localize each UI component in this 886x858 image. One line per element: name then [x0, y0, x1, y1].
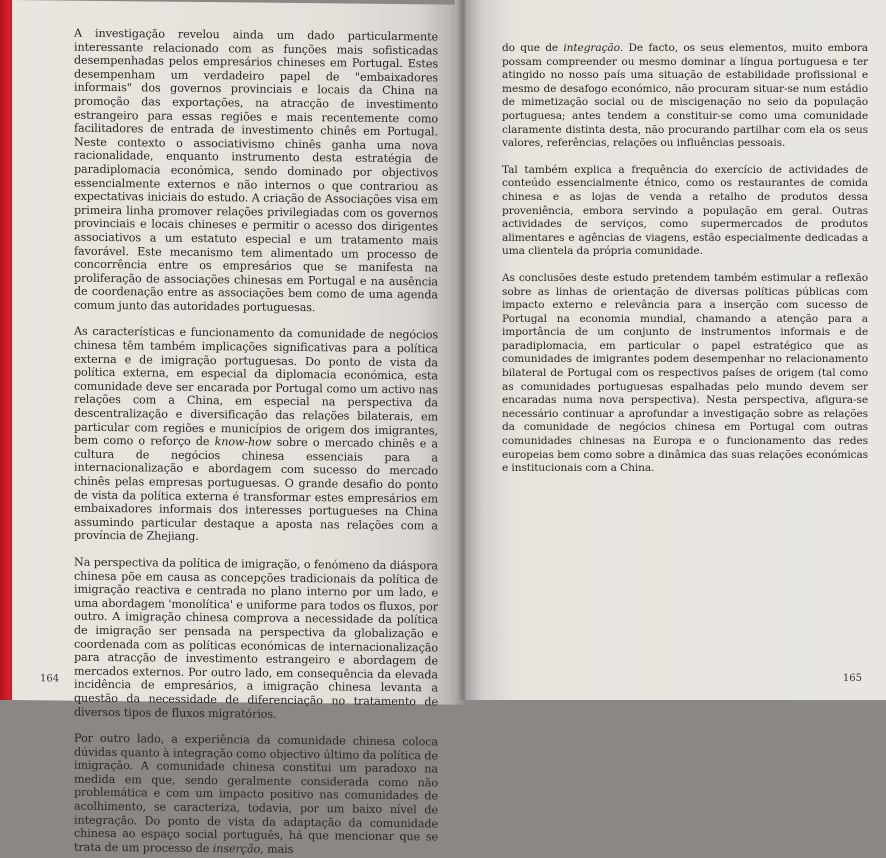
right-page: [466, 0, 886, 700]
left-paragraph-4-text-b: , mais: [260, 842, 294, 856]
left-paragraph-4-italic: inserção: [212, 841, 261, 856]
right-paragraph-2: Tal também explica a frequência do exercício de actividades de conteúdo essencialmente étnico, como os restaurantes de comida chinesa e as lojas de venda a retalho de produtos dessa proveniência, embora servindo a população em geral. Outras actividades de serviços, como supermercados de produtos alimentares e agências de viagens, estão especialmente dedicadas a uma clientela da própria comunidade.: [502, 163, 868, 258]
right-paragraph-1-text-a: do que de: [502, 42, 564, 54]
left-paragraph-2-text-a: As características e funcionamento da comunidade de negócios chinesa têm também implicações significativas para a política externa e de imigração portuguesas. Do ponto de vista da política externa, em especial da diplomacia económica, esta comunidade deve ser encarada por Portugal como um activo nas relações com a China, em especial na perspectiva da descentralização e diversificação das relações bilaterais, em particular com regiões e municípios de origem dos imigrantes, bem como o reforço de: [74, 325, 438, 449]
left-page: [12, 0, 464, 856]
left-paragraph-4-text-a: Por outro lado, a experiência da comunidade chinesa coloca dúvidas quanto à integração como objectivo último da política de imigração. A comunidade chinesa constitui um paradoxo na medida em que, sendo geralmente considerada como não problemática e com um impacto positivo nas comunidades de acolhimento, se caracteriza, todavia, por um baixo nível de integração. Do ponto de vista da adaptação da comunidade chinesa ao espaço social português, há que mencionar que se trata de um processo de: [74, 731, 438, 855]
right-paragraph-1-italic: integração: [563, 42, 620, 54]
left-paragraph-2-text-b: sobre o mercado chinês e a cultura de negócios chinesa essenciais para a internacionalização e abordagem com sucesso do mercado chinês pelas empresas portuguesas. O grande desafio do ponto de vista da política externa é transformar estes empresários em embaixadores informais dos interesses portugueses na China assumindo particular destaque a aposta nas relações com a província de Zhejiang.: [74, 435, 438, 544]
left-page-number: 164: [40, 673, 60, 685]
left-paragraph-2-italic: know-how: [214, 435, 272, 449]
left-paragraph-1: A investigação revelou ainda um dado particularmente interessante relacionado com as funções mais sofisticadas desempenhadas pelos empresários chineses em Portugal. Estes desempenham um verdadeiro papel de "embaixadores informais" dos governos provinciais e locais da China na promoção das exportações, na atracção de investimento estrangeiro para essas regiões e mais recentemente como facilitadores de entrada de investimento chinês em Portugal. Neste contexto o associativismo chinês ganha uma nova racionalidade, enquanto instrumento desta estratégia de paradiplomacia económica, sendo dominado por objectivos essencialmente externos e não internos o que contrariou as expectativas iniciais do estudo. A criação de Associações visa em primeira linha promover relações privilegiadas com os governos provinciais e locais chineses e permitir o acesso dos dirigentes associativos a um estatuto especial e um tratamento mais favorável. Este mecanismo tem alimentado um processo de concorrência entre os empresários que se manifesta na proliferação de associações chinesas em Portugal e na ausência de coordenação entre as associações bem como de uma agenda comum junto das autoridades portuguesas.: [74, 26, 438, 315]
right-paragraph-1-text-b: . De facto, os seus elementos, muito embora possam compreender ou mesmo dominar a língua portuguesa e ter atingido no nosso país uma situação de estabilidade profissional e mesmo de desafogo económico, não procuram situar-se num estádio de mimetização social ou de miscigenação no seio da população portuguesa; antes tendem a constituir-se como uma comunidade claramente distinta desta, não procurando partilhar com ela os seus valores, referências, relações ou influências pessoais.: [502, 42, 868, 150]
left-paragraph-4: [74, 732, 438, 858]
right-paragraph-3: As conclusões deste estudo pretendem também estimular a reflexão sobre as linhas de orientação de diversas políticas públicas com impacto externo e relevância para a inserção com sucesso de Portugal na economia mundial, chamando a atenção para a importância de um conjunto de instrumentos informais e de paradiplomacia, em particular o papel estratégico que as comunidades de imigrantes podem desempenhar no relacionamento bilateral de Portugal com os respectivos países de origem (tal como as comunidades portuguesas espalhadas pelo mundo devem ser encaradas numa nova perspectiva). Nesta perspectiva, afigura-se necessário continuar a aprofundar a investigação sobre as relações da comunidade de negócios chinesa em Portugal com outras comunidades chinesas na Europa e o funcionamento das redes europeias bem como sobre a dinâmica das suas relações económicas e institucionais com a China.: [502, 271, 868, 475]
left-paragraph-3: Na perspectiva da política de imigração, o fenómeno da diáspora chinesa põe em causa as concepções tradicionais da política de imigração reactiva e centrada no plano interno por um lado, e uma abordagem 'monolítica' e uniforme para todos os fluxos, por outro. A imigração chinesa comprova a necessidade da política de imigração ser pensada na perspectiva da globalização e coordenada com as políticas económicas de internacionalização para atracção de investimento estrangeiro e abordagem de mercados externos. Por outro lado, em consequência da elevada incidência de empresários, a imigração chinesa levanta a questão da necessidade de diferenciação no tratamento de diversos tipos de fluxos migratórios.: [74, 555, 438, 721]
right-paragraph-1: [502, 42, 868, 151]
left-paragraph-2: [74, 325, 438, 546]
right-page-number: 165: [842, 673, 862, 684]
